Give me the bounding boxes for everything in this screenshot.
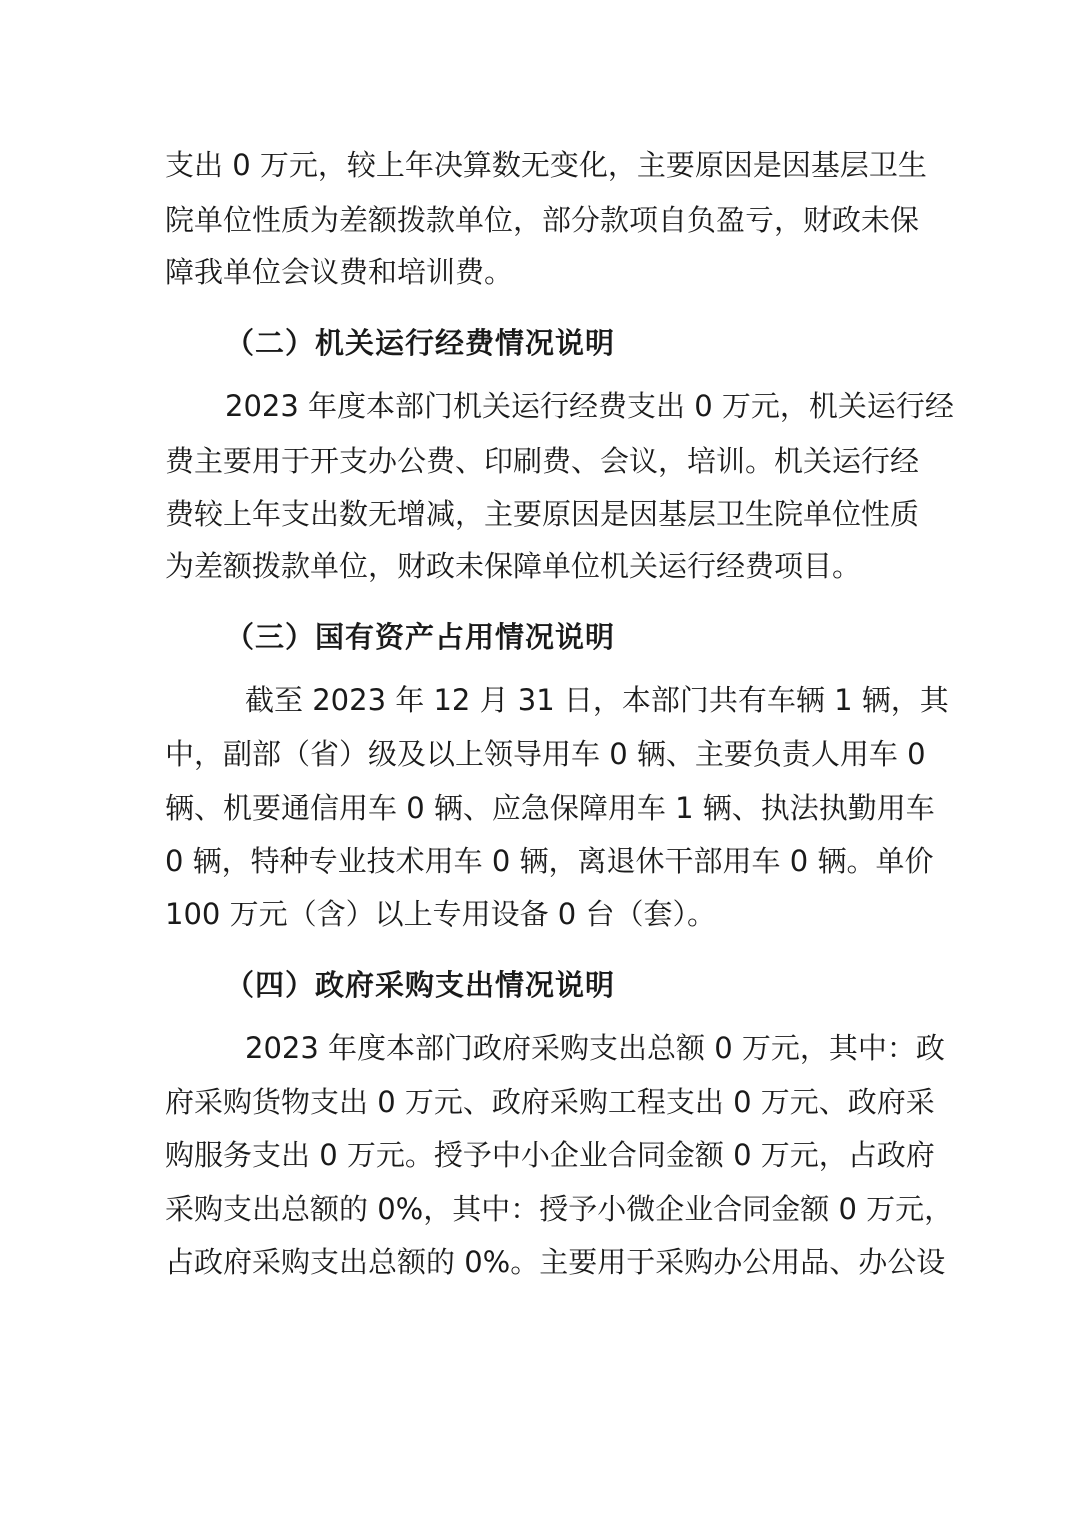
paragraph-line: 截至 2023 年 12 月 31 日，本部门共有车辆 1 辆，其 [245,683,949,717]
paragraph-line: 占政府采购支出总额的 0%。主要用于采购办公用品、办公设 [165,1245,946,1279]
paragraph-line: 2023 年度本部门机关运行经费支出 0 万元，机关运行经 [225,389,954,423]
paragraph-line: 费主要用于开支办公费、印刷费、会议，培训。机关运行经 [165,444,920,478]
paragraph-line: 100 万元（含）以上专用设备 0 台（套）。 [165,897,716,931]
paragraph-line: 院单位性质为差额拨款单位，部分款项自负盈亏，财政未保 [165,203,920,237]
paragraph-line: 府采购货物支出 0 万元、政府采购工程支出 0 万元、政府采 [165,1085,935,1119]
section-heading: （四）政府采购支出情况说明 [225,968,616,1002]
paragraph-line: 购服务支出 0 万元。授予中小企业合同金额 0 万元，占政府 [165,1138,935,1172]
section-heading: （二）机关运行经费情况说明 [225,326,616,360]
paragraph-line: 中，副部（省）级及以上领导用车 0 辆、主要负责人用车 0 [165,737,926,771]
paragraph-line: 采购支出总额的 0%，其中：授予小微企业合同金额 0 万元， [165,1192,954,1226]
paragraph-line: 障我单位会议费和培训费。 [165,255,514,289]
paragraph-line: 辆、机要通信用车 0 辆、应急保障用车 1 辆、执法执勤用车 [165,791,935,825]
paragraph-line: 费较上年支出数无增减，主要原因是因基层卫生院单位性质 [165,497,920,531]
paragraph-line: 2023 年度本部门政府采购支出总额 0 万元，其中：政 [245,1031,945,1065]
paragraph-line: 为差额拨款单位，财政未保障单位机关运行经费项目。 [165,549,862,583]
section-heading: （三）国有资产占用情况说明 [225,620,616,654]
paragraph-line: 支出 0 万元，较上年决算数无变化，主要原因是因基层卫生 [165,148,927,182]
paragraph-line: 0 辆，特种专业技术用车 0 辆，离退休干部用车 0 辆。单价 [165,844,934,878]
